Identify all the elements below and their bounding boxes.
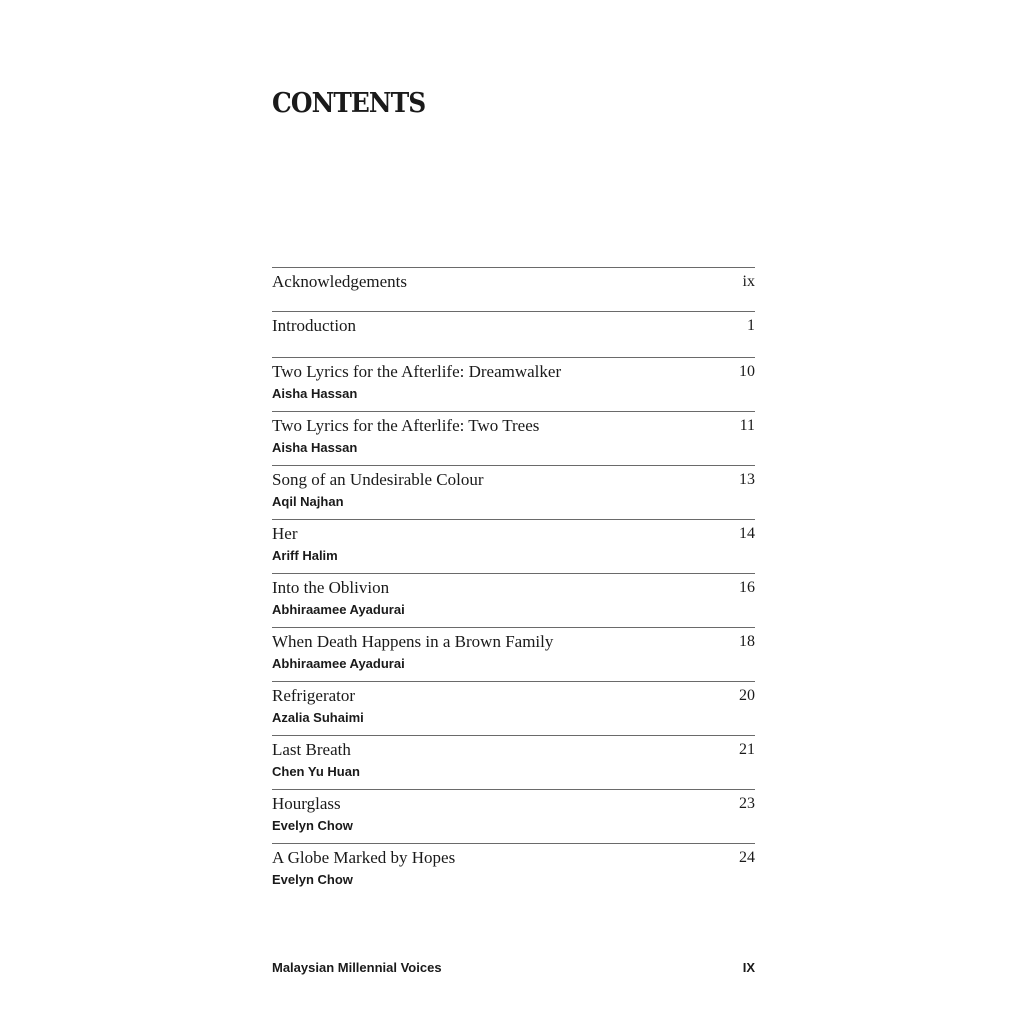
entry-title: Her — [272, 524, 298, 543]
toc-entry[interactable] — [272, 465, 755, 519]
entry-author: Evelyn Chow — [272, 872, 353, 887]
table-of-contents — [272, 267, 755, 897]
entry-author: Abhiraamee Ayadurai — [272, 602, 405, 617]
toc-entry-acknowledgements[interactable] — [272, 267, 755, 311]
entry-title: Two Lyrics for the Afterlife: Two Trees — [272, 416, 540, 435]
entry-page-number: 11 — [739, 417, 755, 434]
entry-page-number: 10 — [739, 363, 755, 380]
entry-page-number: 21 — [739, 741, 755, 758]
entry-page-number: 18 — [739, 633, 755, 650]
entry-author: Azalia Suhaimi — [272, 710, 364, 725]
toc-entry[interactable] — [272, 681, 755, 735]
entry-title: Refrigerator — [272, 686, 356, 705]
toc-entry[interactable] — [272, 843, 755, 897]
toc-entry[interactable] — [272, 573, 755, 627]
entry-page-number: 20 — [739, 687, 755, 704]
entry-page-number: 16 — [739, 579, 755, 596]
entry-author: Aqil Najhan — [272, 494, 344, 509]
entry-title: A Globe Marked by Hopes — [272, 848, 456, 867]
entry-title: Hourglass — [272, 794, 341, 813]
entry-author: Abhiraamee Ayadurai — [272, 656, 405, 671]
page-title: CONTENTS — [272, 88, 426, 119]
entry-title: Last Breath — [272, 740, 351, 759]
entry-title: Into the Oblivion — [272, 578, 390, 597]
entry-title: Two Lyrics for the Afterlife: Dreamwalker — [272, 362, 562, 381]
entry-page-number: 23 — [739, 795, 755, 812]
toc-entry[interactable] — [272, 357, 755, 411]
entry-title: Introduction — [272, 316, 357, 335]
entry-author: Aisha Hassan — [272, 386, 358, 401]
entry-page-number: 13 — [739, 471, 755, 488]
entry-author: Aisha Hassan — [272, 440, 358, 455]
footer-page-number: IX — [742, 960, 755, 975]
toc-entry[interactable] — [272, 627, 755, 681]
entry-title: When Death Happens in a Brown Family — [272, 632, 554, 651]
entry-author: Evelyn Chow — [272, 818, 353, 833]
entry-title: Song of an Undesirable Colour — [272, 470, 484, 489]
toc-entry[interactable] — [272, 411, 755, 465]
toc-entry-introduction[interactable] — [272, 311, 755, 357]
entry-page-number: 1 — [747, 317, 755, 334]
toc-entry[interactable] — [272, 519, 755, 573]
entry-page-number: 24 — [739, 849, 755, 866]
entry-title: Acknowledgements — [272, 272, 408, 291]
entry-author: Ariff Halim — [272, 548, 338, 563]
toc-entry[interactable] — [272, 735, 755, 789]
entry-page-number: ix — [742, 273, 755, 290]
toc-entry[interactable] — [272, 789, 755, 843]
entry-page-number: 14 — [739, 525, 755, 542]
footer-book-title: Malaysian Millennial Voices — [272, 960, 442, 975]
entry-author: Chen Yu Huan — [272, 764, 360, 779]
